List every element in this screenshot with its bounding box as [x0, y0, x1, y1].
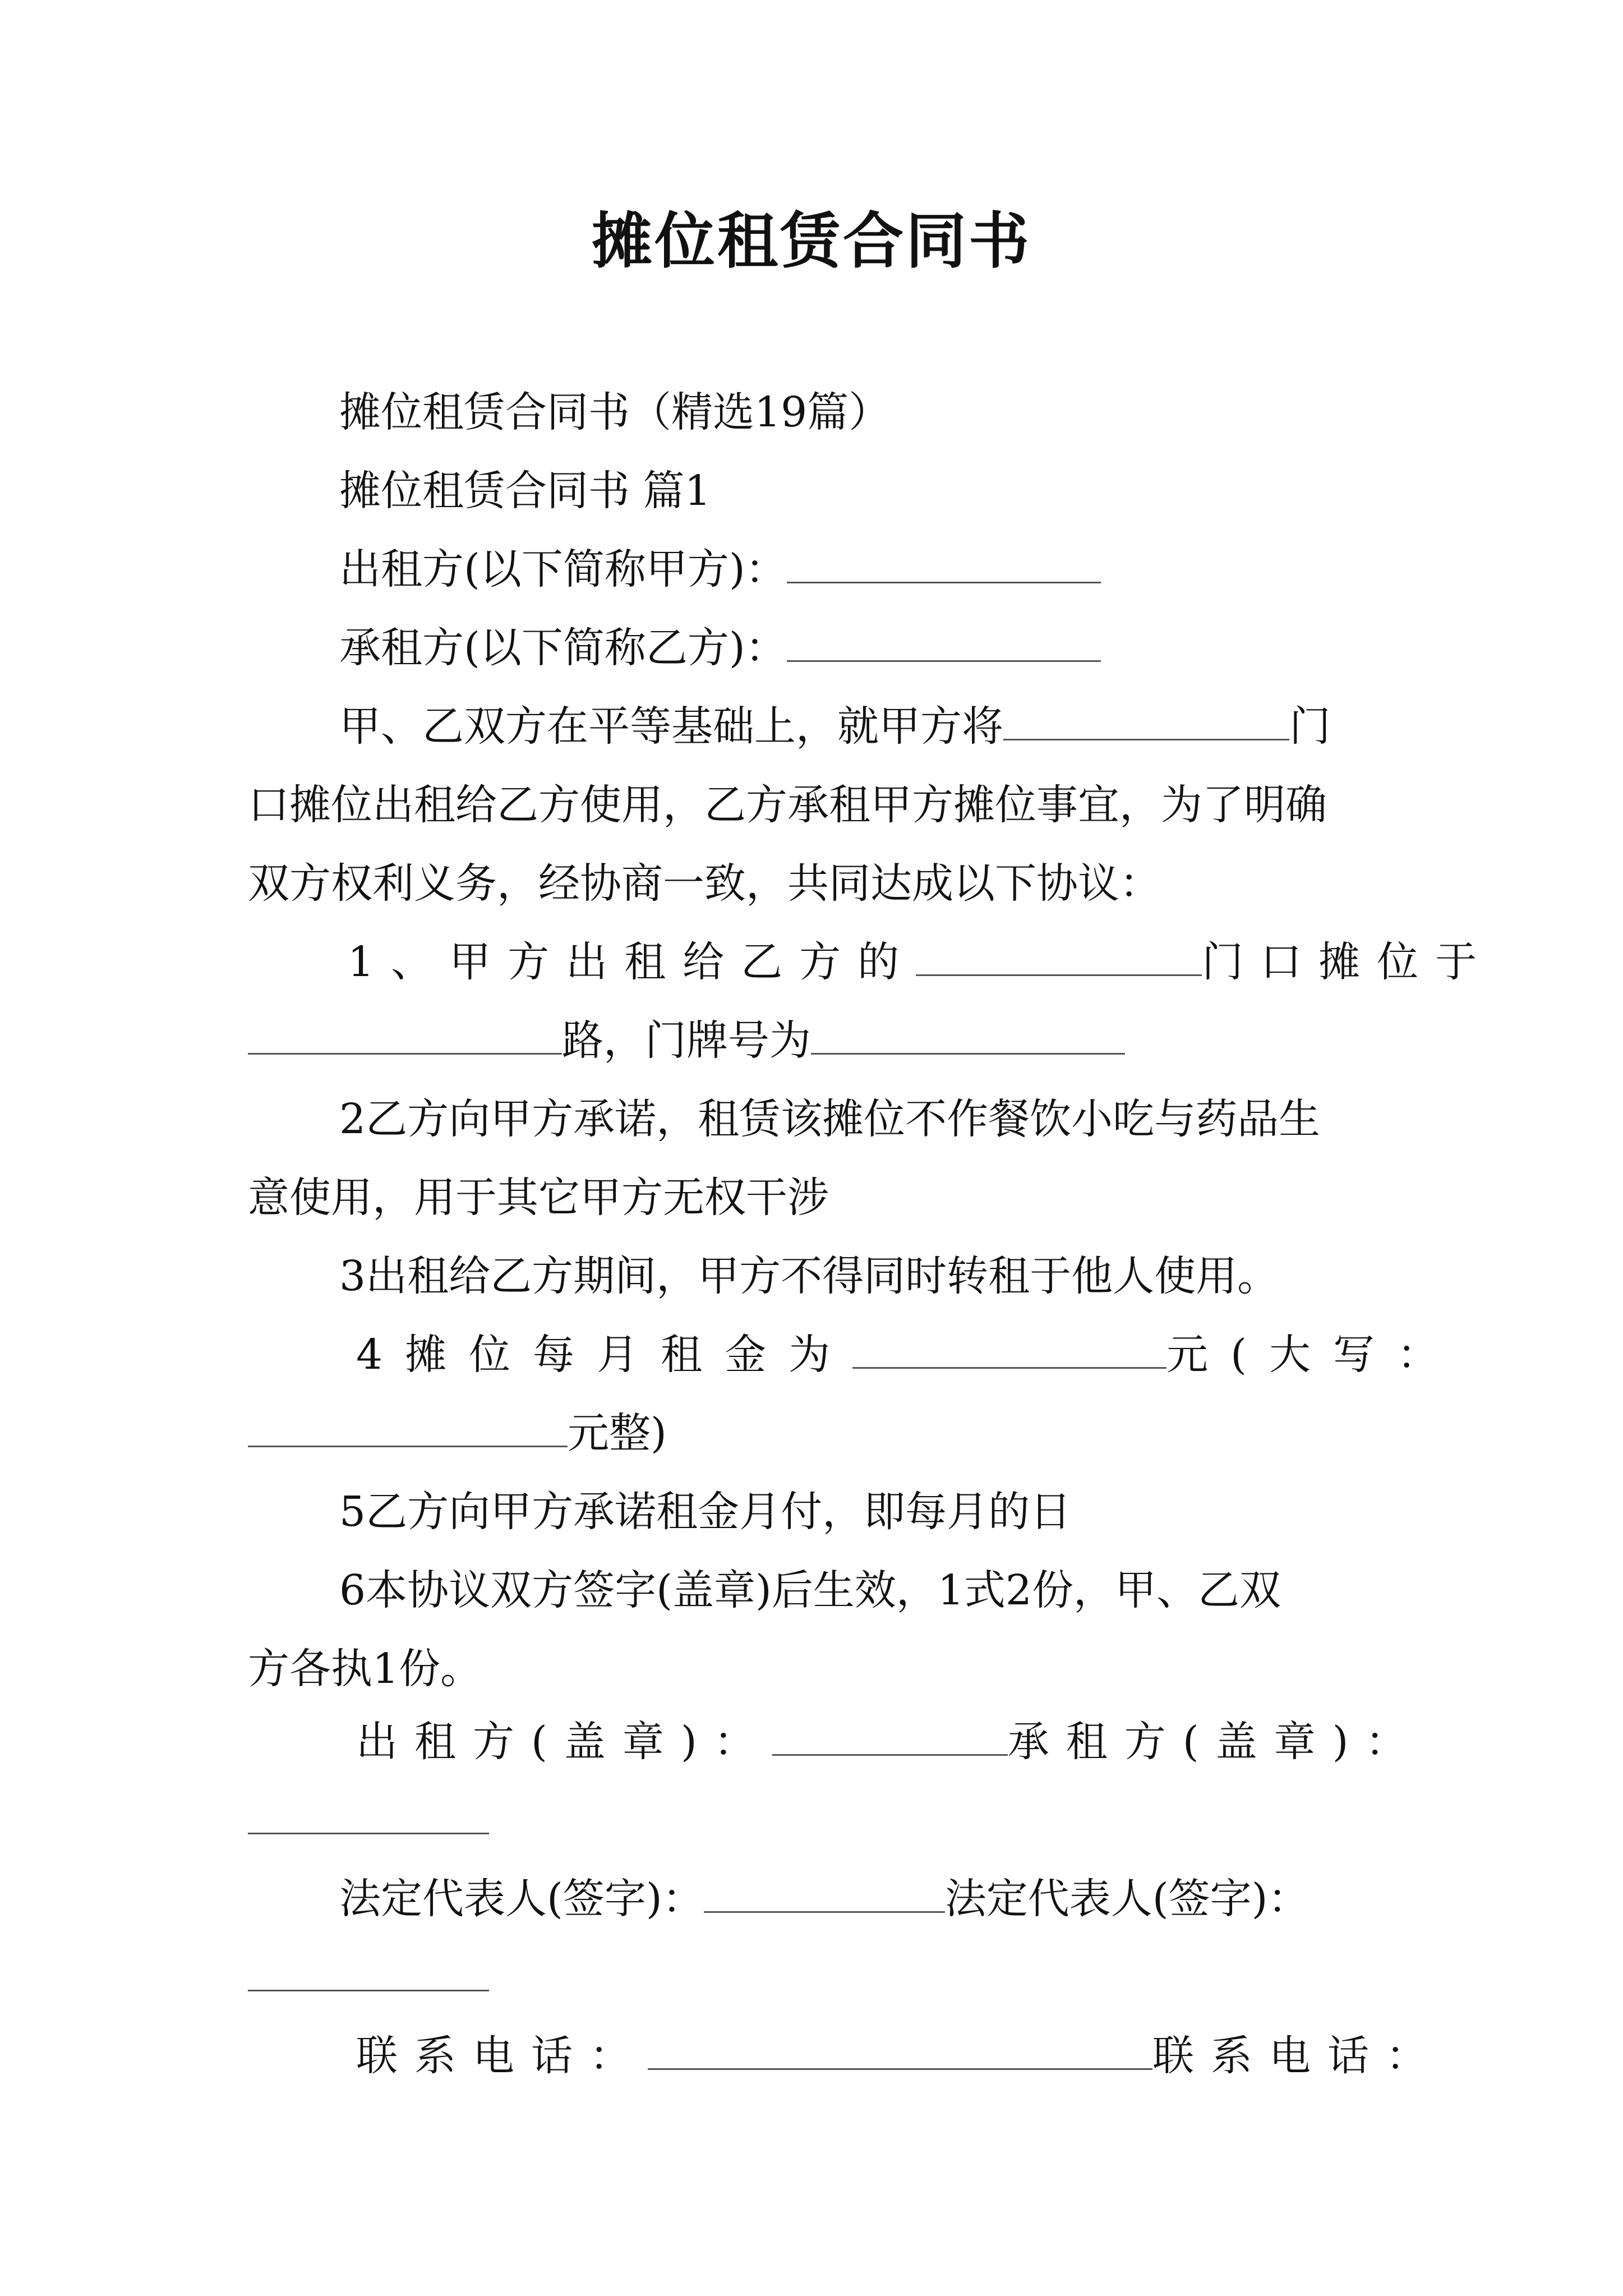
intro-text-c: 口摊位出租给乙方使用，乙方承租甲方摊位事宜，为了明确	[248, 781, 1327, 829]
rep-line	[339, 1868, 1310, 1930]
item4-line-2	[248, 1402, 667, 1464]
item4-blank-a	[852, 1332, 1166, 1369]
intro-line-2	[248, 774, 1327, 836]
intro-blank	[1003, 704, 1289, 740]
item4-blank-b	[248, 1411, 568, 1447]
sign-lessor-blank	[772, 1719, 1008, 1756]
lessor-line	[339, 539, 1101, 600]
lessee-blank	[787, 625, 1101, 662]
lessor-label: 出租方(以下简称甲方)：	[339, 545, 787, 593]
sign-line	[356, 1711, 1424, 1773]
item6-text-a: 6本协议双方签字(盖章)后生效，1式2份，甲、乙双	[339, 1566, 1281, 1614]
sign-lessee-label: 承租方(盖章)：	[1007, 1718, 1424, 1766]
subtitle-line	[339, 381, 890, 443]
phone-lessee-label: 联系电话：	[1152, 2032, 1444, 2080]
intro-text-a: 甲、乙双方在平等基础上，就甲方将	[339, 702, 1003, 751]
rep-line-2	[248, 1947, 489, 2008]
item1-line-2	[248, 1010, 1125, 1071]
intro-text-b: 门	[1289, 702, 1331, 751]
rep-lessee-blank	[248, 1955, 489, 1991]
rep-lessor-label: 法定代表人(签字)：	[339, 1875, 704, 1923]
sign-lessee-blank	[248, 1798, 489, 1834]
item3-line	[339, 1245, 1279, 1307]
item1-blank-b	[248, 1018, 562, 1055]
sign-lessor-label: 出租方(盖章)：	[356, 1718, 772, 1766]
lessee-line	[339, 617, 1101, 679]
item2-line-2	[248, 1167, 829, 1228]
sign-line-2	[248, 1789, 489, 1851]
intro-line-1	[339, 696, 1331, 757]
item2-line-1	[339, 1088, 1320, 1150]
rep-lessee-label: 法定代表人(签字)：	[944, 1875, 1310, 1923]
phone-line	[356, 2025, 1444, 2087]
phone-lessor-blank	[648, 2033, 1152, 2070]
item6-text-b: 方各执1份。	[248, 1645, 482, 1693]
phone-lessor-label: 联系电话：	[356, 2032, 648, 2080]
rep-lessor-blank	[704, 1876, 945, 1913]
document-title: 摊位租赁合同书	[591, 206, 1031, 277]
item6-line-2	[248, 1638, 482, 1700]
section-text: 摊位租赁合同书 篇1	[339, 467, 711, 515]
item1-blank-c	[811, 1018, 1125, 1055]
item2-text-b: 意使用，用于其它甲方无权干涉	[248, 1174, 829, 1222]
item1-blank-a	[916, 940, 1202, 976]
item1-line-1	[348, 931, 1493, 993]
item3-text: 3出租给乙方期间，甲方不得同时转租于他人使用。	[339, 1252, 1279, 1300]
item1-text-a: 1、甲方出租给乙方的	[348, 938, 916, 986]
item1-text-c: 路，门牌号为	[562, 1016, 811, 1065]
item2-text-a: 2乙方向甲方承诺，租赁该摊位不作餐饮小吃与药品生	[339, 1095, 1321, 1143]
item5-line	[339, 1481, 1071, 1543]
item4-line-1	[356, 1324, 1461, 1386]
item4-text-c: 元整)	[568, 1409, 667, 1457]
intro-line-3	[248, 853, 1161, 914]
item5-text: 5乙方向甲方承诺租金月付，即每月的日	[339, 1488, 1072, 1536]
item6-line-1	[339, 1559, 1281, 1621]
intro-text-d: 双方权利义务，经协商一致，共同达成以下协议：	[248, 859, 1161, 908]
item4-text-a: 4摊位每月租金为	[356, 1331, 853, 1379]
subtitle-text: 摊位租赁合同书（精选19篇）	[339, 388, 891, 436]
item1-text-b: 门口摊位于	[1202, 938, 1494, 986]
lessor-blank	[787, 547, 1101, 583]
section-heading	[339, 460, 711, 522]
item4-text-b: 元(大写：	[1166, 1331, 1461, 1379]
lessee-label: 承租方(以下简称乙方)：	[339, 624, 787, 672]
